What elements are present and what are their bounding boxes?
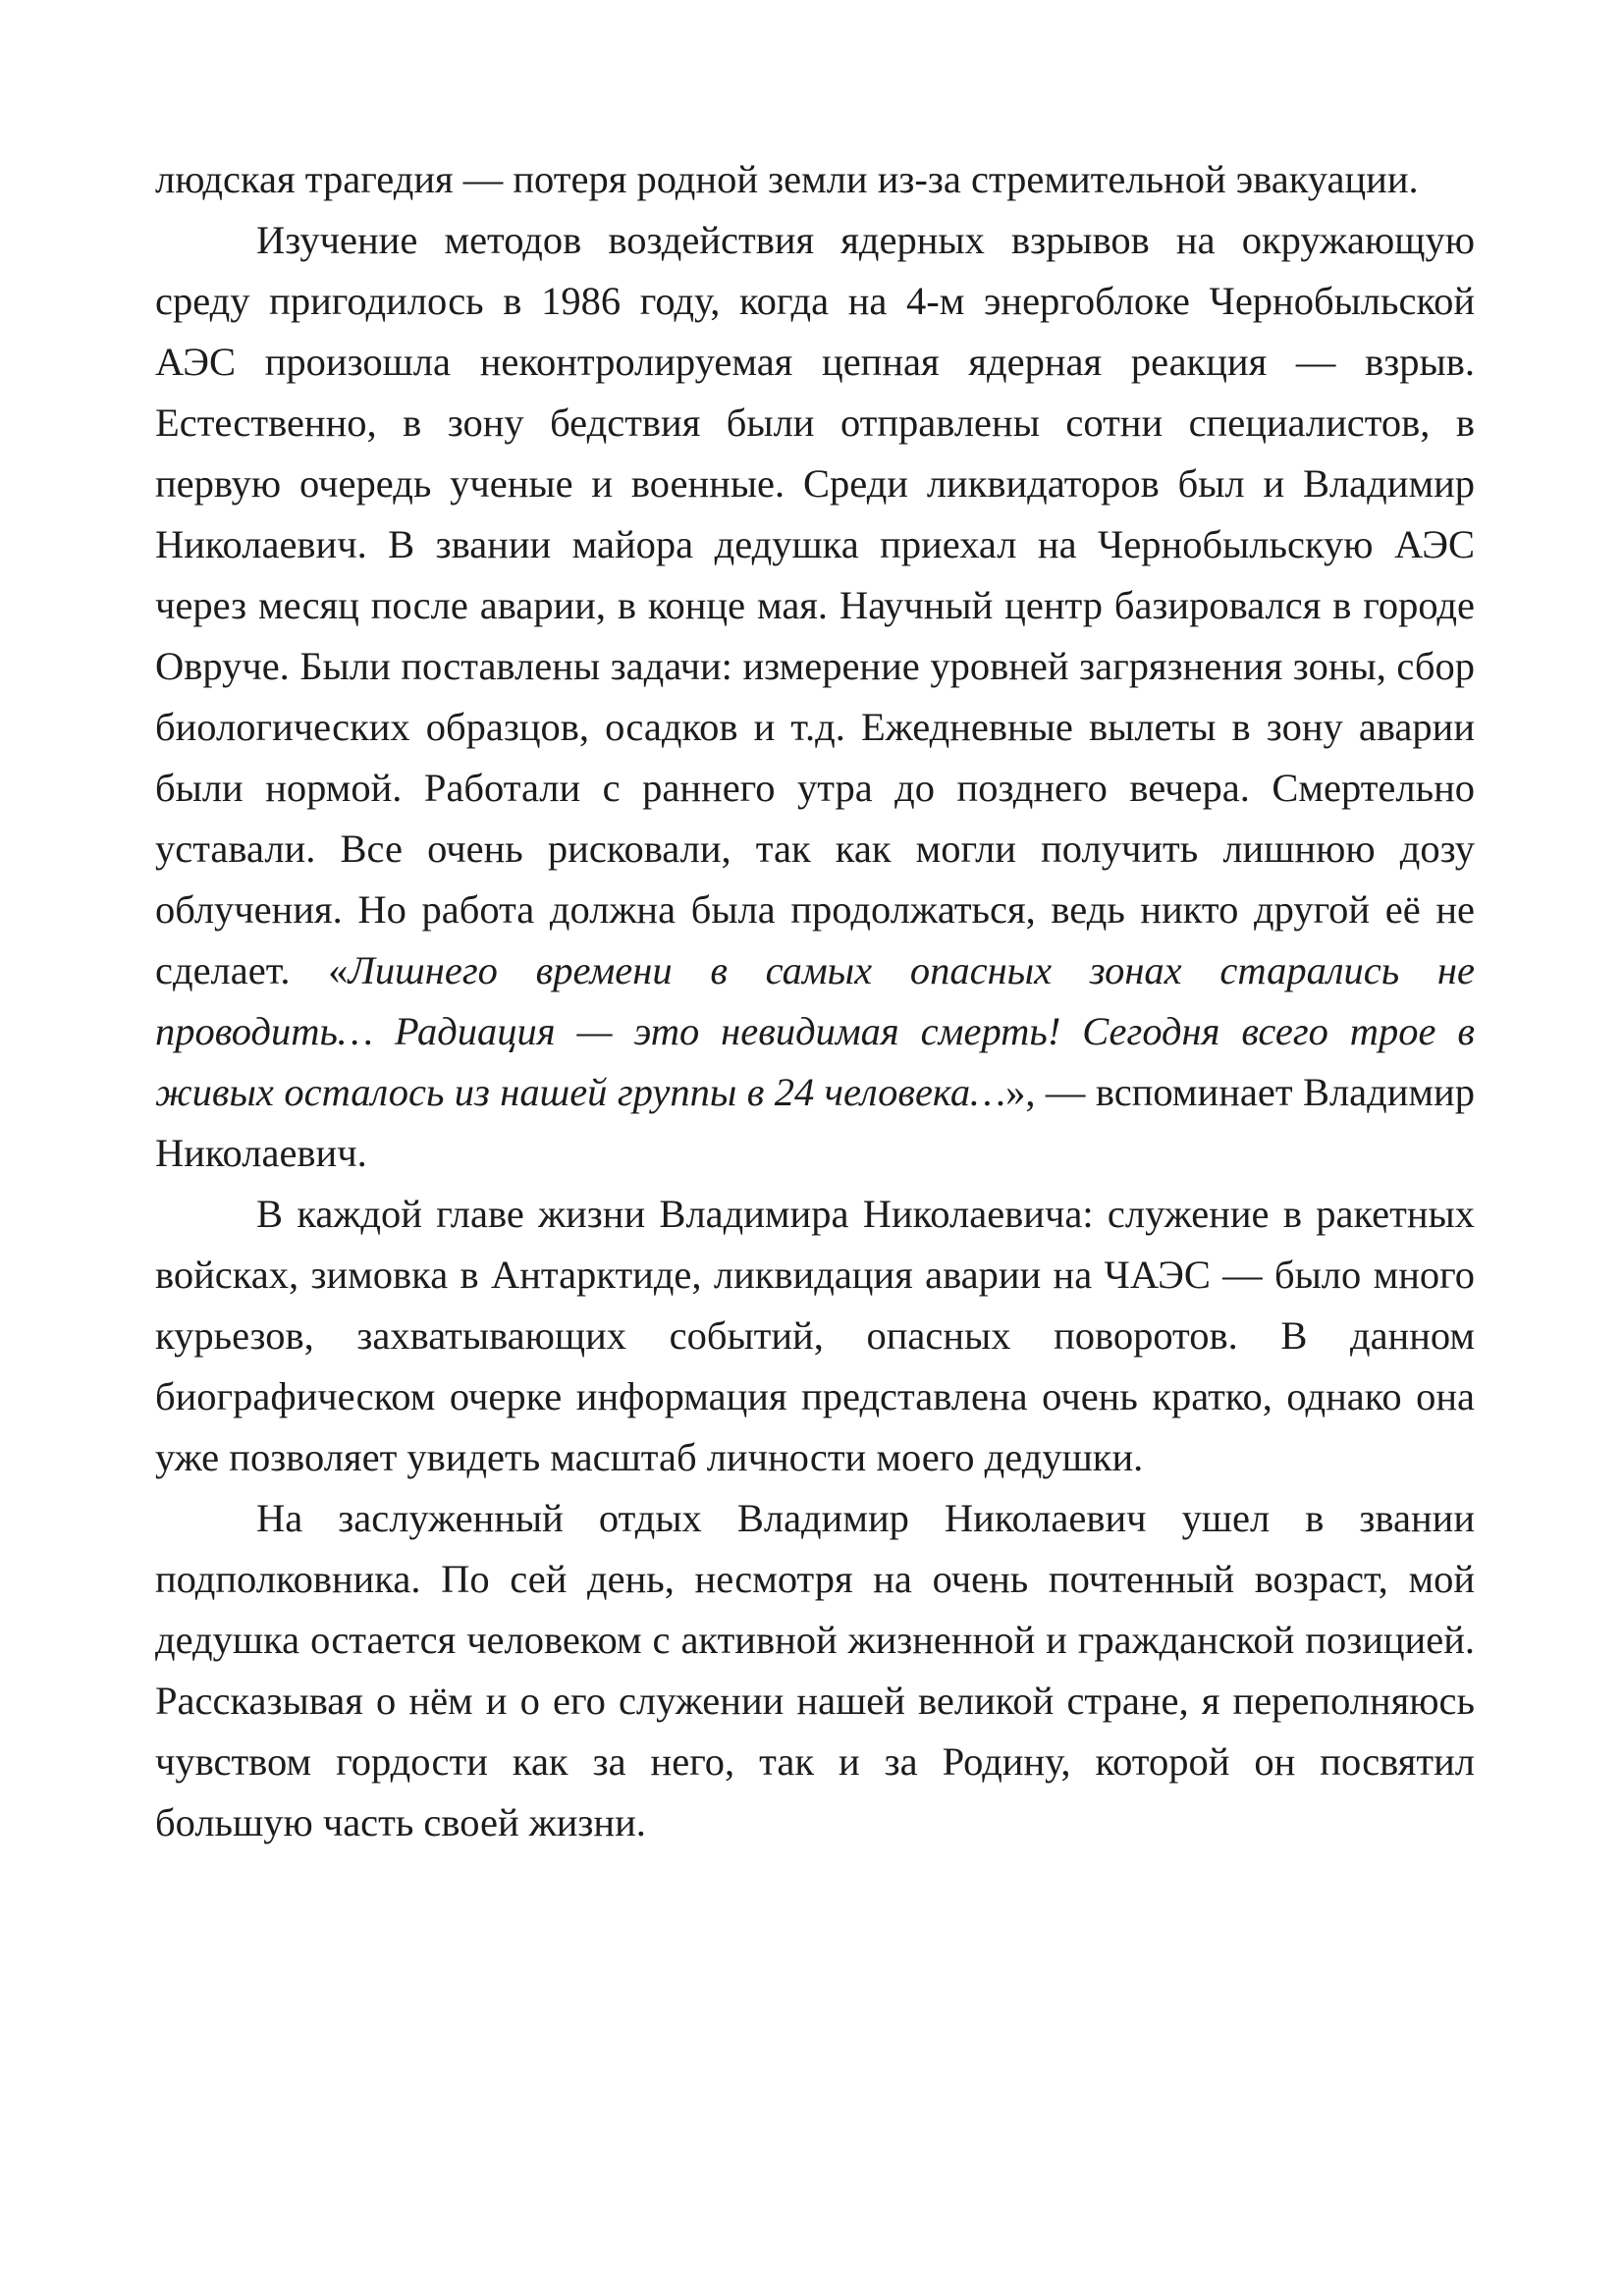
- document-page: [155, 149, 1475, 1853]
- paragraph-1-text: людская трагедия — потеря родной земли из-за стремительной эвакуации.: [155, 157, 1419, 201]
- paragraph-2: [155, 210, 1475, 1184]
- paragraph-3: [155, 1184, 1475, 1488]
- paragraph-2-text: Изучение методов воздействия ядерных взрывов на окружающую среду пригодилось в 1986 году, когда на 4-м энергоблоке Чернобыльской АЭС произошла неконтролируемая цепная ядерная реакция — взрыв. Естественно, в зону бедствия были отправлены сотни специалистов, в первую очередь ученые и военные. Среди ликвидаторов был и Владимир Николаевич. В звании майора дедушка приехал на Чернобыльскую АЭС через месяц после аварии, в конце мая. Научный центр базировался в городе Овруче. Были поставлены задачи: измерение уровней загрязнения зоны, сбор биологических образцов, осадков и т.д. Ежедневные вылеты в зону аварии были нормой. Работали с раннего утра до позднего вечера. Смертельно уставали. Все очень рисковали, так как могли получить лишнюю дозу облучения. Но работа должна была продолжаться, ведь никто другой её не сделает. «: [155, 218, 1475, 992]
- paragraph-3-text: В каждой главе жизни Владимира Николаевича: служение в ракетных войсках, зимовка в Антарктиде, ликвидация аварии на ЧАЭС — было много курьезов, захватывающих событий, опасных поворотов. В данном биографическом очерке информация представлена очень кратко, однако она уже позволяет увидеть масштаб личности моего дедушки.: [155, 1192, 1475, 1479]
- paragraph-4-text: На заслуженный отдых Владимир Николаевич ушел в звании подполковника. По сей день, несмотря на очень почтенный возраст, мой дедушка остается человеком с активной жизненной и гражданской позицией. Рассказывая о нём и о его служении нашей великой стране, я переполняюсь чувством гордости как за него, так и за Родину, которой он посвятил большую часть своей жизни.: [155, 1496, 1475, 1844]
- paragraph-2-after-quote: », — вспоминает Владимир Николаевич.: [155, 1070, 1475, 1175]
- paragraph-1: [155, 149, 1475, 210]
- paragraph-4: [155, 1488, 1475, 1853]
- veteran-quote: Лишнего времени в самых опасных зонах старались не проводить… Радиация — это невидимая смерть! Сегодня всего трое в живых осталось из нашей группы в 24 человека…: [155, 948, 1475, 1114]
